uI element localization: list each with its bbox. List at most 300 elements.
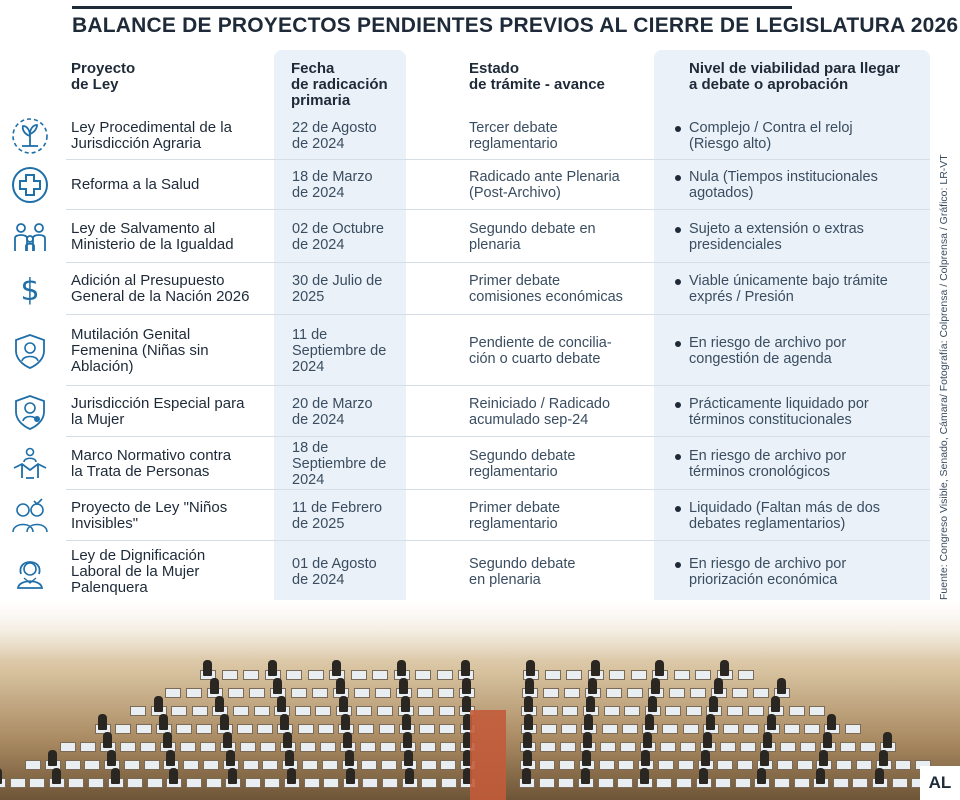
- filing-date-line: 11 de: [292, 327, 328, 343]
- hall-seat: [68, 778, 84, 788]
- woman-portrait-icon: [10, 552, 50, 592]
- hall-seat: [680, 742, 696, 752]
- filing-date-line: 20 de Marzo: [292, 396, 373, 412]
- procedure-status: [469, 396, 644, 428]
- viability-level-line: Prácticamente liquidado por: [689, 396, 869, 412]
- project-name-line: Ley de Dignificación: [71, 547, 206, 564]
- header-project: Proyecto de Ley: [71, 60, 136, 93]
- procedure-status-line: ción o cuarto debate: [469, 351, 601, 367]
- hall-seat: [243, 670, 259, 680]
- hall-person: [584, 714, 593, 730]
- hall-person: [98, 714, 107, 730]
- hall-person: [154, 696, 163, 712]
- project-name-line: la Mujer: [71, 411, 125, 428]
- hall-seat: [624, 706, 640, 716]
- hall-seat: [29, 778, 45, 788]
- viability-level-line: Viable únicamente bajo trámite: [689, 273, 888, 289]
- hall-person: [714, 678, 723, 694]
- hall-seat: [836, 760, 852, 770]
- hall-seat: [618, 760, 634, 770]
- hall-seat: [620, 742, 636, 752]
- shield-woman-icon: [10, 331, 50, 371]
- hall-seat: [780, 742, 796, 752]
- hall-person: [48, 750, 57, 766]
- viability-level-line: priorización económica: [689, 572, 838, 588]
- hall-seat: [676, 778, 692, 788]
- viability-level: [689, 273, 919, 305]
- hall-seat: [674, 670, 690, 680]
- filing-date-line: Septiembre de: [292, 456, 387, 472]
- hall-person: [763, 732, 772, 748]
- hall-seat: [302, 760, 318, 770]
- hall-seat: [715, 778, 731, 788]
- hall-seat: [144, 760, 160, 770]
- hall-person: [648, 696, 657, 712]
- header-viability: Nivel de viabilidad para llegar a debate o aprobación: [689, 60, 900, 93]
- hall-person: [169, 768, 178, 784]
- hall-seat: [115, 724, 131, 734]
- hall-seat: [598, 778, 614, 788]
- hall-person: [273, 678, 282, 694]
- hall-seat: [372, 670, 388, 680]
- hall-person: [526, 660, 535, 676]
- viability-level-line: presidenciales: [689, 237, 782, 253]
- hall-seat: [753, 688, 769, 698]
- procedure-status-line: reglamentario: [469, 136, 558, 152]
- project-name-line: Palenquera: [71, 579, 148, 596]
- bullet-icon: [675, 506, 681, 512]
- hall-seat: [360, 742, 376, 752]
- hall-seat: [200, 742, 216, 752]
- project-name-line: Laboral de la Mujer: [71, 563, 200, 580]
- hall-seat: [784, 724, 800, 734]
- filing-date: [292, 273, 400, 305]
- viability-level-line: Nula (Tiempos institucionales: [689, 169, 878, 185]
- hall-seat: [609, 670, 625, 680]
- project-name-line: Ley Procedimental de la: [71, 119, 232, 136]
- hall-seat: [690, 688, 706, 698]
- hall-seat: [658, 760, 674, 770]
- family-icon: [10, 217, 50, 257]
- hall-person: [701, 750, 710, 766]
- hall-seat: [243, 760, 259, 770]
- hall-seat: [809, 706, 825, 716]
- hall-seat: [800, 742, 816, 752]
- filing-date: [292, 120, 400, 152]
- hall-person: [336, 678, 345, 694]
- project-name-line: la Trata de Personas: [71, 463, 210, 480]
- procedure-status-line: plenaria: [469, 237, 521, 253]
- hall-seat: [312, 688, 328, 698]
- hall-person: [283, 732, 292, 748]
- hall-person: [403, 732, 412, 748]
- project-name-line: Adición al Presupuesto: [71, 272, 225, 289]
- project-name-line: Mutilación Genital: [71, 326, 191, 343]
- hall-seat: [206, 778, 222, 788]
- page-title: BALANCE DE PROYECTOS PENDIENTES PREVIOS AL CIERRE DE LEGISLATURA 2026: [72, 14, 959, 37]
- hall-person: [399, 678, 408, 694]
- hall-seat: [415, 670, 431, 680]
- hall-seat: [186, 688, 202, 698]
- procedure-status-line: Primer debate: [469, 273, 561, 289]
- hall-seat: [84, 760, 100, 770]
- hall-seat: [222, 670, 238, 680]
- project-name: [71, 448, 266, 480]
- hall-person: [523, 732, 532, 748]
- hall-seat: [421, 778, 437, 788]
- hall-person: [757, 768, 766, 784]
- hall-person: [203, 660, 212, 676]
- hall-person: [103, 732, 112, 748]
- procedure-status: [469, 273, 644, 305]
- hall-seat: [748, 706, 764, 716]
- hall-person: [287, 768, 296, 784]
- hall-seat: [260, 742, 276, 752]
- viability-level: [689, 500, 919, 532]
- procedure-status: [469, 556, 644, 588]
- filing-date-line: 02 de Octubre: [292, 221, 384, 237]
- hall-person: [640, 768, 649, 784]
- hall-seat: [600, 742, 616, 752]
- hall-seat: [240, 742, 256, 752]
- hall-seat: [379, 724, 395, 734]
- plant-icon: [10, 116, 50, 156]
- hall-person: [405, 768, 414, 784]
- hall-person: [226, 750, 235, 766]
- filing-date-line: 11 de Febrero: [292, 500, 383, 516]
- hall-person: [52, 768, 61, 784]
- project-name-line: Femenina (Niñas sin: [71, 342, 209, 359]
- hall-seat: [249, 688, 265, 698]
- hall-seat: [678, 760, 694, 770]
- procedure-status-line: Tercer debate: [469, 120, 558, 136]
- hall-seat: [606, 688, 622, 698]
- procedure-status: [469, 120, 644, 152]
- procedure-status-line: Radicado ante Plenaria: [469, 169, 620, 185]
- viability-level: [689, 556, 919, 588]
- hall-seat: [439, 724, 455, 734]
- hall-person: [404, 750, 413, 766]
- project-name-line: Ley de Salvamento al: [71, 220, 216, 237]
- title-rule: [72, 6, 792, 9]
- hall-person: [166, 750, 175, 766]
- hall-person: [581, 768, 590, 784]
- project-name: [71, 221, 266, 253]
- table-row: [0, 210, 930, 263]
- project-name-line: Ablación): [71, 358, 134, 375]
- hall-seat: [356, 706, 372, 716]
- hall-seat: [789, 706, 805, 716]
- hall-seat: [833, 778, 849, 788]
- publisher-logo: AL: [920, 766, 960, 800]
- hall-person: [524, 714, 533, 730]
- filing-date-line: de 2024: [292, 237, 345, 253]
- hall-seat: [176, 724, 192, 734]
- hall-seat: [604, 706, 620, 716]
- procedure-status: [469, 448, 644, 480]
- hall-seat: [354, 688, 370, 698]
- hall-person: [215, 696, 224, 712]
- bullet-icon: [675, 402, 681, 408]
- hall-seat: [656, 778, 672, 788]
- hall-seat: [542, 706, 558, 716]
- hall-seat: [439, 706, 455, 716]
- hall-person: [583, 732, 592, 748]
- hall-seat: [743, 724, 759, 734]
- project-name: [71, 548, 266, 596]
- hall-seat: [165, 688, 181, 698]
- hall-person: [591, 660, 600, 676]
- viability-level-line: Complejo / Contra el reloj: [689, 120, 853, 136]
- project-name: [71, 396, 266, 428]
- hall-seat: [777, 760, 793, 770]
- hall-seat: [438, 688, 454, 698]
- hall-seat: [381, 760, 397, 770]
- hall-seat: [566, 670, 582, 680]
- hall-seat: [735, 778, 751, 788]
- aisle-carpet: [470, 710, 506, 800]
- hall-seat: [564, 688, 580, 698]
- filing-date: [292, 500, 400, 532]
- hall-seat: [228, 688, 244, 698]
- hall-seat: [562, 706, 578, 716]
- hall-person: [107, 750, 116, 766]
- hall-person: [111, 768, 120, 784]
- filing-date-line: Septiembre de: [292, 343, 387, 359]
- hall-seat: [441, 778, 457, 788]
- hall-person: [643, 732, 652, 748]
- hall-person: [228, 768, 237, 784]
- hall-person: [223, 732, 232, 748]
- hall-seat: [421, 760, 437, 770]
- hall-person: [771, 696, 780, 712]
- filing-date-line: de 2024: [292, 185, 345, 201]
- filing-date-line: 18 de Marzo: [292, 169, 373, 185]
- hall-seat: [375, 688, 391, 698]
- hall-seat: [25, 760, 41, 770]
- filing-date-line: de 2024: [292, 136, 345, 152]
- hall-seat: [127, 778, 143, 788]
- viability-level-line: Sujeto a extensión o extras: [689, 221, 864, 237]
- hall-seat: [856, 760, 872, 770]
- hall-seat: [418, 706, 434, 716]
- project-name-line: Ministerio de la Igualdad: [71, 236, 234, 253]
- procedure-status-line: Reiniciado / Radicado: [469, 396, 611, 412]
- hall-seat: [257, 724, 273, 734]
- hall-seat: [377, 706, 393, 716]
- viability-level: [689, 396, 919, 428]
- hall-person: [332, 660, 341, 676]
- hall-seat: [804, 724, 820, 734]
- hall-seat: [304, 778, 320, 788]
- viability-level-line: En riesgo de archivo por: [689, 335, 847, 351]
- hall-person: [0, 768, 2, 784]
- viability-level-line: términos cronológicos: [689, 464, 831, 480]
- project-name-line: Marco Normativo contra: [71, 447, 232, 464]
- hall-seat: [440, 760, 456, 770]
- hall-person: [462, 678, 471, 694]
- hall-seat: [599, 760, 615, 770]
- hall-seat: [738, 670, 754, 680]
- hall-person: [210, 678, 219, 694]
- filing-date-line: de 2024: [292, 572, 345, 588]
- bullet-icon: [675, 126, 681, 132]
- hall-seat: [543, 688, 559, 698]
- hall-person: [816, 768, 825, 784]
- hall-person: [524, 696, 533, 712]
- project-name-line: Jurisdicción Agraria: [71, 135, 202, 152]
- hall-seat: [845, 724, 861, 734]
- hall-seat: [732, 688, 748, 698]
- hall-seat: [203, 760, 219, 770]
- hall-seat: [254, 706, 270, 716]
- hall-person: [586, 696, 595, 712]
- hall-seat: [65, 760, 81, 770]
- hall-seat: [561, 724, 577, 734]
- hall-seat: [631, 670, 647, 680]
- hall-person: [461, 660, 470, 676]
- hall-person: [268, 660, 277, 676]
- viability-level: [689, 448, 919, 480]
- hall-seat: [245, 778, 261, 788]
- hall-person: [823, 732, 832, 748]
- hall-person: [703, 732, 712, 748]
- project-name-line: Jurisdicción Especial para: [71, 395, 245, 412]
- hall-person: [163, 732, 172, 748]
- procedure-status-line: Segundo debate: [469, 448, 576, 464]
- hall-seat: [233, 706, 249, 716]
- hall-seat: [695, 670, 711, 680]
- hall-person: [655, 660, 664, 676]
- project-name: [71, 500, 266, 532]
- hall-seat: [362, 778, 378, 788]
- hall-seat: [262, 760, 278, 770]
- table-row: [0, 490, 930, 541]
- table-row: [0, 541, 930, 603]
- hall-seat: [382, 778, 398, 788]
- svg-text:$: $: [20, 273, 40, 308]
- hall-person: [277, 696, 286, 712]
- filing-date: [292, 327, 400, 375]
- viability-level-line: En riesgo de archivo por: [689, 556, 847, 572]
- hall-seat: [420, 742, 436, 752]
- filing-date-line: 2024: [292, 359, 325, 375]
- hall-seat: [291, 688, 307, 698]
- filing-date: [292, 169, 400, 201]
- hall-seat: [298, 724, 314, 734]
- hall-person: [827, 714, 836, 730]
- hall-seat: [318, 724, 334, 734]
- hall-person: [159, 714, 168, 730]
- hall-person: [402, 714, 411, 730]
- hall-seat: [662, 724, 678, 734]
- project-name-line: Reforma a la Salud: [71, 176, 200, 193]
- hall-seat: [840, 742, 856, 752]
- hall-seat: [136, 724, 152, 734]
- hall-seat: [895, 760, 911, 770]
- table-row: [0, 437, 930, 490]
- hall-person: [709, 696, 718, 712]
- hall-seat: [797, 760, 813, 770]
- hall-person: [345, 750, 354, 766]
- project-name-line: General de la Nación 2026: [71, 288, 250, 305]
- table-row: [0, 160, 930, 210]
- hall-seat: [737, 760, 753, 770]
- hall-seat: [10, 778, 26, 788]
- hall-seat: [171, 706, 187, 716]
- medical-cross-icon: [10, 165, 50, 205]
- hall-seat: [88, 778, 104, 788]
- filing-date: [292, 440, 400, 488]
- hall-person: [280, 714, 289, 730]
- hall-person: [883, 732, 892, 748]
- hall-seat: [80, 742, 96, 752]
- hall-seat: [717, 760, 733, 770]
- filing-date: [292, 221, 400, 253]
- hall-seat: [665, 706, 681, 716]
- hall-person: [777, 678, 786, 694]
- hall-seat: [774, 778, 790, 788]
- hall-seat: [380, 742, 396, 752]
- project-name: [71, 327, 266, 375]
- hall-seat: [622, 724, 638, 734]
- hall-seat: [124, 760, 140, 770]
- hall-person: [341, 714, 350, 730]
- hall-seat: [120, 742, 136, 752]
- hall-person: [522, 768, 531, 784]
- children-icon: [10, 496, 50, 536]
- procedure-status-line: comisiones económicas: [469, 289, 623, 305]
- procedure-status-line: Segundo debate: [469, 556, 576, 572]
- hall-seat: [539, 760, 555, 770]
- hands-people-icon: [10, 444, 50, 484]
- filing-date-line: 18 de: [292, 440, 329, 456]
- hall-seat: [308, 670, 324, 680]
- project-name: [71, 177, 266, 193]
- viability-level: [689, 221, 919, 253]
- hall-seat: [180, 742, 196, 752]
- header-status: Estado de trámite - avance: [469, 60, 605, 93]
- hall-person: [819, 750, 828, 766]
- hall-seat: [183, 760, 199, 770]
- bullet-icon: [675, 227, 681, 233]
- hall-seat: [852, 778, 868, 788]
- hall-seat: [351, 670, 367, 680]
- hall-seat: [286, 670, 302, 680]
- hall-seat: [358, 724, 374, 734]
- hall-seat: [147, 778, 163, 788]
- table-row: [0, 386, 930, 437]
- hall-seat: [617, 778, 633, 788]
- hall-seat: [558, 778, 574, 788]
- table-row: [0, 112, 930, 160]
- hall-seat: [419, 724, 435, 734]
- hall-person: [879, 750, 888, 766]
- bullet-icon: [675, 562, 681, 568]
- hall-seat: [196, 724, 212, 734]
- hall-seat: [683, 724, 699, 734]
- project-name: [71, 273, 266, 305]
- table-row: [0, 315, 930, 386]
- hall-seat: [539, 778, 555, 788]
- procedure-status: [469, 221, 644, 253]
- table-row: [0, 263, 930, 315]
- hall-seat: [892, 778, 908, 788]
- hall-person: [651, 678, 660, 694]
- filing-date-line: 2024: [292, 472, 325, 488]
- viability-level: [689, 120, 919, 152]
- viability-level-line: En riesgo de archivo por: [689, 448, 847, 464]
